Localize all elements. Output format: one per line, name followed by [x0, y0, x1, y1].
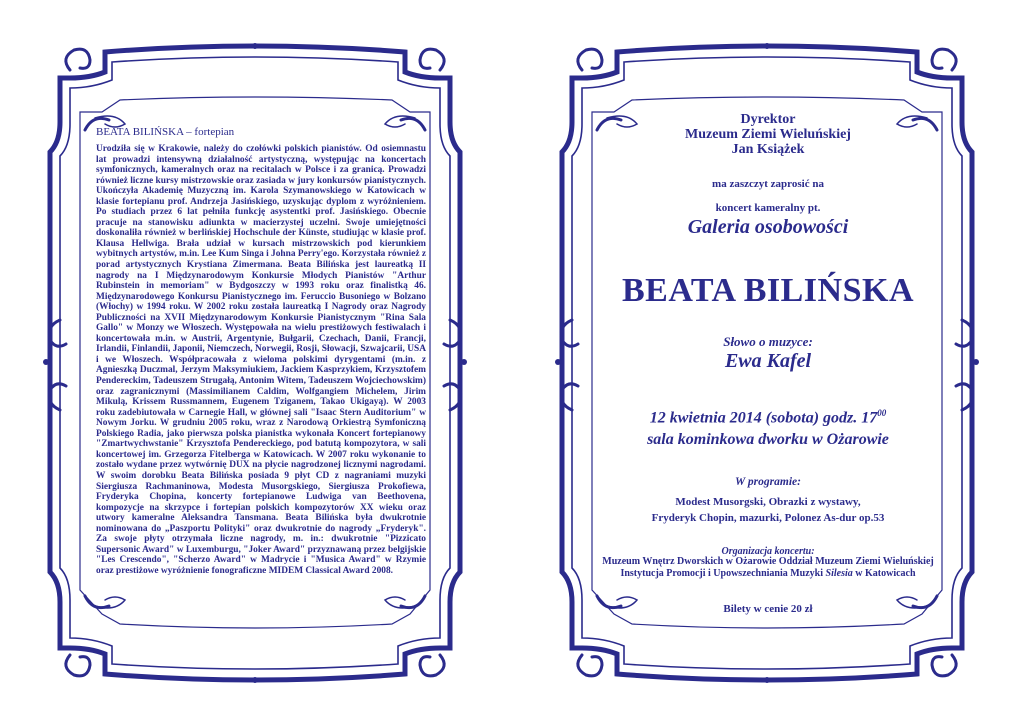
museum-name: Muzeum Ziemi Wieluńskiej	[685, 127, 851, 142]
organizer-block	[512, 556, 1024, 580]
organizer-line-2	[512, 568, 1024, 580]
director-name: Jan Książek	[731, 142, 805, 157]
invite-line-2: koncert kameralny pt.	[715, 202, 821, 214]
program-heading: W programie:	[735, 476, 801, 488]
director-title: Dyrektor	[740, 112, 796, 127]
date-venue-block	[512, 402, 1024, 451]
invite-line-1: ma zaszczyt zaprosić na	[712, 178, 824, 190]
biography-text: Urodziła się w Krakowie, należy do czołówki polskich pianistów. Od osiemnastu lat prowadzi intensywną działalność artystyczną, występując na koncertach symfonicznych, kameralnych oraz na recitalach w Polsce i za granicą. Prowadzi również liczne kursy mistrzowskie oraz zasiada w jury konkursów pianistycznych. Ukończyła Akademię Muzyczną im. Karola Szymanowskiego w Katowicach w klasie fortepianu prof. Andrzeja Jasińskiego, uzyskując dyplom z wyróżnieniem. Po studiach przez 6 lat pełniła funkcję asystentki prof. Jasińskiego. Obecnie pracuje na stanowisku adiunkta w macierzystej uczelni. Swoje umiejętności doskonaliła również w berlińskiej Hochschule der Künste, studiując w klasie prof. Klausa Hellwiga. Brała udział w kursach mistrzowskich pod kierunkiem wybitnych artystów, m.in. Lee Kum Singa i Johna Perry'ego. Korzystała również z porad artystycznych Krystiana Zimermana. Beata Bilińska jest laureatką II nagrody na I Międzynarodowym Konkursie Młodych Pianistów "Arthur Rubinstein in memoriam" w Bydgoszczy w 1993 roku oraz finalistką 46. Międzynarodowego Konkursu Pianistycznego im. Feruccio Busoniego w Bolzano (Włochy) w 1994 roku. W 2002 roku została laureatką I Nagrody oraz Nagrody Publiczności na XVII Międzynarodowym Konkursie Pianistycznym "Rina Sala Gallo" w Monzy we Włoszech. Występowała na wielu prestiżowych festiwalach i koncertowała m.in. w Austrii, Argentynie, Bułgarii, Czechach, Danii, Francji, Irlandii, Finlandii, Japonii, Niemczech, Norwegii, Rosji, Słowacji, Szwajcarii, USA i we Włoszech. Współpracowała z wieloma polskimi dyrygentami (m.in. z Agnieszką Duczmal, Jerzym Maksymiukiem, Jackiem Kasprzykiem, Krzysztofem Pendereckim, Tadeuszem Strugałą, Antonim Witem, Tadeuszem Wojciechowskim) oraz zagranicznymi (Massimilianem Caldim, Wolfgangiem Michelem, Jirim Mikulą, Krissem Russmannem, Eugenem Tziganem, Takao Ukigayą). W 2003 roku zadebiutowała w Carnegie Hall, w głównej sali "Isaac Stern Auditorium" w Nowym Jorku. W grudniu 2005 roku, wraz z Narodową Orkiestrą Symfoniczną Polskiego Radia, jako pierwsza polska pianistka wykonała Koncert fortepianowy "Zmartwychwstanie" Krzysztofa Pendereckiego, pod batutą kompozytora, w sali koncertowej im. Grzegorza Fitelberga w Katowicach. W 2007 roku wykonanie to zostało wydane przez wytwórnię DUX na płycie nagrodzonej licznymi nagrodami. W swoim dorobku Beata Bilińska posiada 9 płyt CD z nagraniami muzyki Siergiusza Rachmaninowa, Modesta Musorgskiego, Siergiusza Prokofiewa, Fryderyka Chopina, koncerty fortepianowe Ludwiga van Beethovena, kompozycje na skrzypce i fortepian polskich kompozytorów XX wieku oraz utwory kameralne Aleksandra Tansmana. Beata Bilińska była dwukrotnie nominowana do „Paszportu Polityki" oraz dwukrotnie do nagrody „Fryderyk". Za swoje płyty otrzymała liczne nagrody, m. in.: dwukrotnie "Pizzicato Supersonic Award" w Luxemburgu, "Joker Award" przyznawaną przez belgijskie "Les Crescendo", "Scherzo Award" w Madrycie i "Musica Award" w Rzymie oraz prestiżowe wyróżnienie fonograficzne MIDEM Classical Award 2008.	[96, 144, 426, 576]
ticket-price: Bilety w cenie 20 zł	[723, 603, 813, 615]
program-item-1: Modest Musorgski, Obrazki z wystawy,	[675, 496, 861, 508]
date-text: 12 kwietnia 2014 (sobota) godz. 17	[649, 409, 878, 427]
organizer-line-2-prefix: Instytucja Promocji i Upowszechniania Muzyki	[620, 568, 826, 579]
concert-series-title: Galeria osobowości	[687, 216, 849, 238]
biography-block	[96, 126, 426, 576]
organizer-line-2-italic: Silesia	[825, 568, 853, 579]
artist-name: BEATA BILIŃSKA	[622, 272, 914, 309]
program-item-2: Fryderyk Chopin, mazurki, Polonez As-dur op.53	[651, 512, 885, 524]
time-minutes: 00	[877, 408, 887, 418]
date-line	[512, 402, 1024, 429]
invitation-text	[512, 172, 1024, 220]
director-block	[512, 112, 1024, 157]
organizer-heading: Organizacja koncertu:	[721, 546, 815, 557]
venue: sala kominkowa dworku w Ożarowie	[647, 431, 889, 449]
organizer-line-1: Muzeum Wnętrz Dworskich w Ożarowie Oddział Muzeum Ziemi Wieluńskiej	[602, 556, 934, 567]
program-list	[512, 494, 1024, 526]
right-page	[512, 0, 1024, 725]
speaker-name: Ewa Kafel	[724, 350, 812, 372]
organizer-line-2-suffix: w Katowicach	[852, 568, 916, 579]
biography-heading: BEATA BILIŃSKA – fortepian	[96, 126, 235, 138]
word-about-music-label: Słowo o muzyce:	[723, 334, 813, 349]
